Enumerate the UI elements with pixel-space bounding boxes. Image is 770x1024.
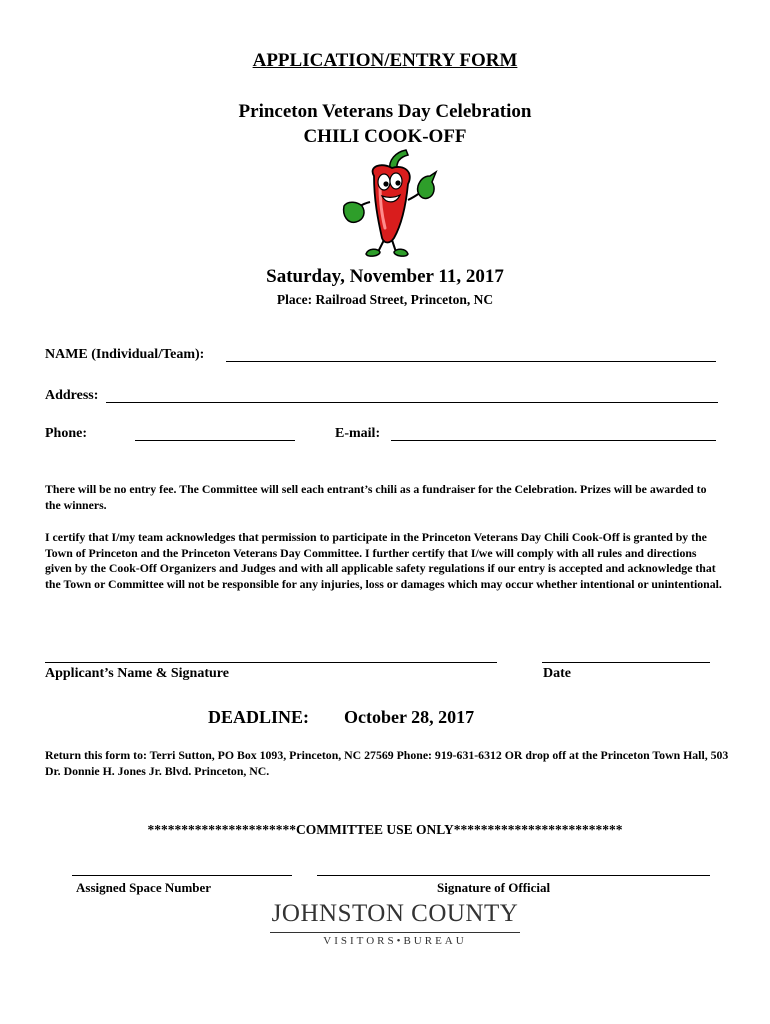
applicant-signature-label: Applicant’s Name & Signature (45, 666, 229, 681)
email-label: E-mail: (335, 426, 381, 441)
form-title: APPLICATION/ENTRY FORM (252, 50, 518, 71)
phone-label: Phone: (45, 426, 87, 441)
return-instructions: Return this form to: Terri Sutton, PO Box 1093, Princeton, NC 27569 Phone: 919-631-6312 OR drop off at the Princeton Town Hall, 503 Dr. Donnie H. Jones Jr. Blvd. Princeton, NC. (45, 748, 729, 778)
logo-subtitle: VISITORS•BUREAU (323, 935, 467, 947)
assigned-space-field[interactable] (72, 875, 292, 876)
address-label: Address: (45, 388, 99, 403)
deadline-date: October 28, 2017 (344, 707, 475, 727)
official-signature-field[interactable] (317, 875, 710, 876)
address-field[interactable] (106, 402, 718, 403)
deadline-label: DEADLINE: (208, 707, 310, 727)
logo-title: JOHNSTON COUNTY (271, 900, 519, 927)
certification-paragraph: I certify that I/my team acknowledges that permission to participate in the Princeton Veterans Day Chili Cook-Off is granted by the Town of Princeton and the Princeton Veterans Day Committee. I further certify that I/we will comply with all rules and directions given by the Cook-Off Organizers and Judges and with all applicable safety regulations if our entry is accepted and acknowledge that the Town or Committee will not be responsible for any injuries, loss or damages which may occur whether intentional or unintentional. (45, 530, 722, 591)
committee-use-heading: **********************COMMITTEE USE ONLY************************* (147, 822, 623, 837)
phone-field[interactable] (135, 440, 295, 441)
assigned-space-label: Assigned Space Number (76, 880, 212, 895)
chili-pepper-mascot-icon (338, 146, 438, 264)
official-signature-label: Signature of Official (437, 880, 551, 895)
applicant-signature-field[interactable] (45, 662, 497, 663)
name-label: NAME (Individual/Team): (45, 347, 205, 362)
johnston-county-logo (270, 900, 520, 956)
entry-fee-paragraph: There will be no entry fee. The Committee will sell each entrant’s chili as a fundraiser for the Celebration. Prizes will be awarded to the winners. (45, 482, 707, 512)
name-field[interactable] (226, 361, 716, 362)
signature-date-field[interactable] (542, 662, 710, 663)
event-title: Princeton Veterans Day Celebration (238, 101, 532, 122)
signature-date-label: Date (543, 666, 571, 681)
event-subtitle: CHILI COOK-OFF (303, 126, 467, 147)
event-date: Saturday, November 11, 2017 (266, 266, 504, 287)
event-place: Place: Railroad Street, Princeton, NC (276, 292, 494, 307)
email-field[interactable] (391, 440, 716, 441)
